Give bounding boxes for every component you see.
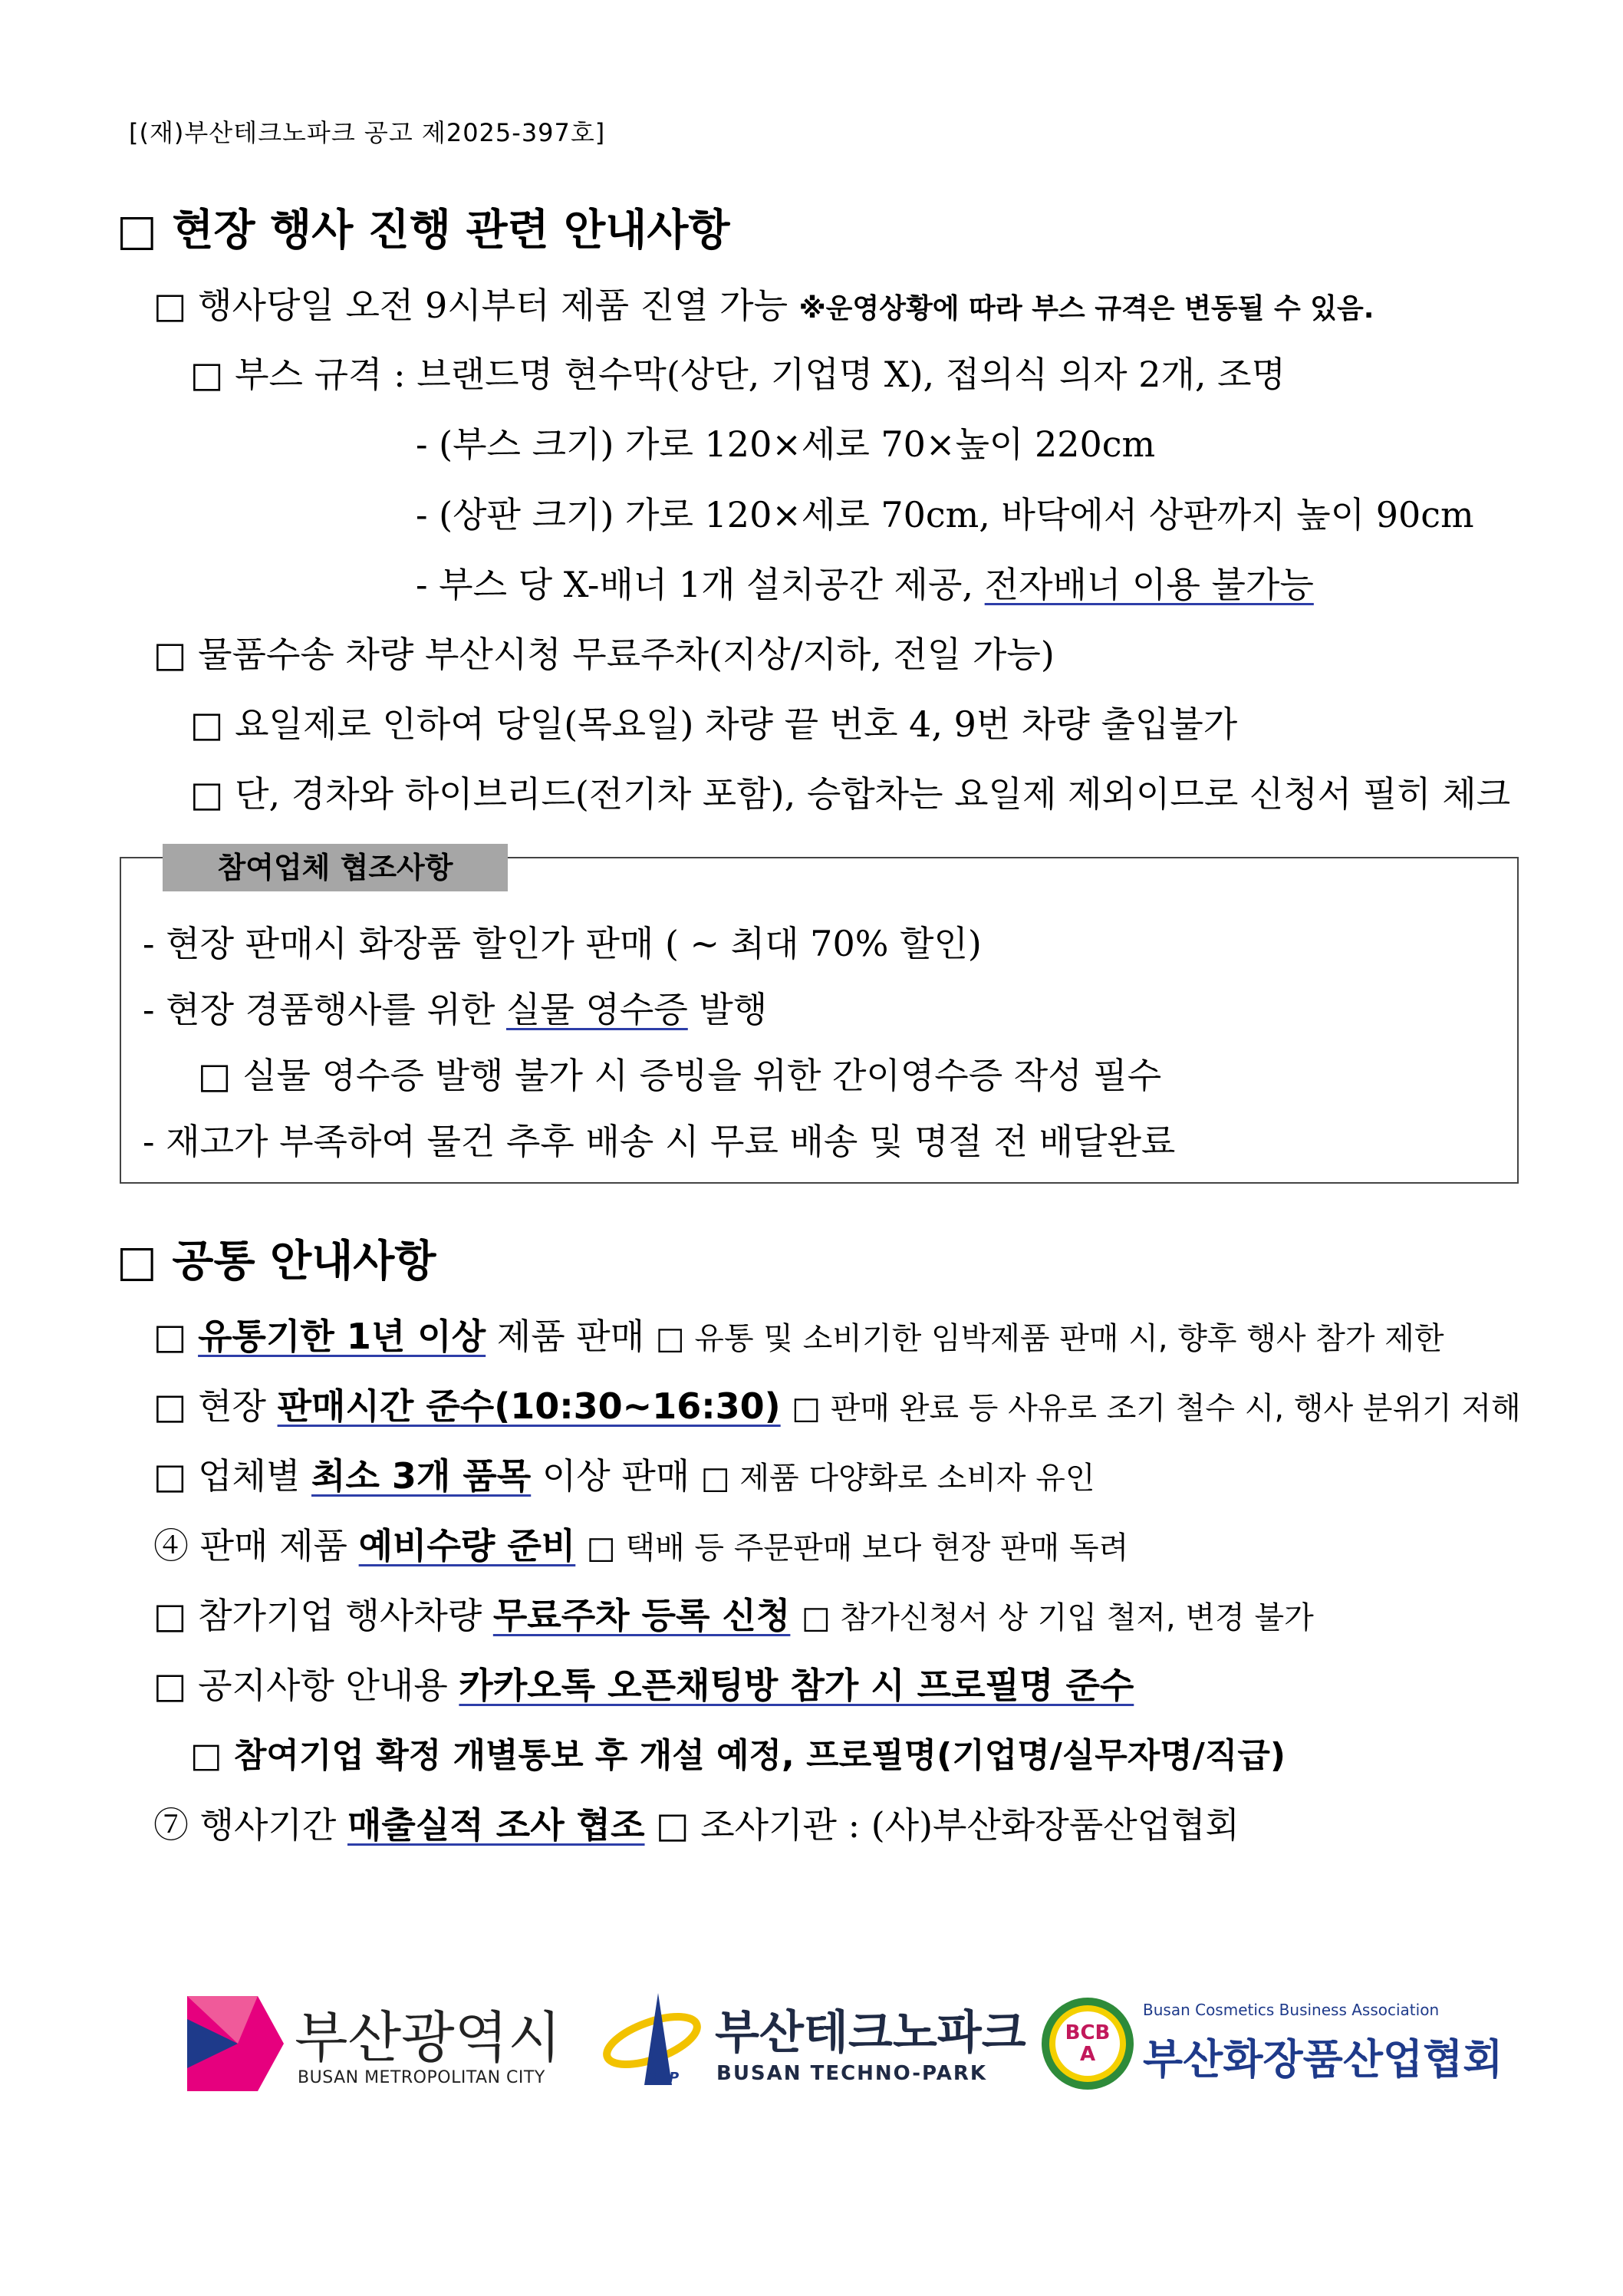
row-key: 매출실적 조사 협조 — [347, 1804, 645, 1846]
common-row-kakao — [153, 1658, 1134, 1708]
row-key: 카카오톡 오픈채팅방 참가 시 프로필명 준수 — [459, 1665, 1134, 1706]
row-prefix: ⑦ 행사기간 — [153, 1804, 347, 1846]
section-title-event: □ 현장 행사 진행 관련 안내사항 — [117, 206, 730, 255]
row-prefix: □ 공지사항 안내용 — [153, 1665, 459, 1706]
coop-item-receipt — [143, 982, 767, 1033]
common-row-stock — [153, 1518, 1128, 1569]
row-mid: 이상 판매 — [531, 1455, 701, 1497]
banner-text: - 부스 당 X-배너 1개 설치공간 제공, — [416, 564, 985, 605]
technopark-name-en: BUSAN TECHNO-PARK — [716, 2062, 988, 2085]
row-prefix: □ 현장 — [153, 1385, 278, 1427]
bcba-name-ko: 부산화장품산업협회 — [1143, 2035, 1503, 2084]
common-row-sales — [153, 1797, 1239, 1848]
busan-city-name-ko: 부산광역시 — [295, 2005, 561, 2070]
cooperation-tab: 참여업체 협조사항 — [163, 844, 508, 891]
common-row-items — [153, 1448, 1095, 1499]
coop-receipt-suffix: 발행 — [687, 989, 768, 1030]
bcba-mark-label: BCBA — [1065, 2021, 1111, 2066]
row-prefix: ④ 판매 제품 — [153, 1525, 359, 1566]
row-key: 최소 3개 품목 — [311, 1455, 532, 1497]
bcba-logo — [1040, 1995, 1503, 2094]
row-key: 예비수량 준비 — [358, 1525, 576, 1566]
busan-city-logo — [187, 1993, 561, 2093]
notice-number: [(재)부산테크노파크 공고 제2025-397호] — [129, 118, 606, 147]
row-note: □ 택배 등 주문판매 보다 현장 판매 독려 — [586, 1530, 1129, 1566]
row-note: □ 제품 다양화로 소비자 유인 — [700, 1461, 1095, 1496]
row-key: 판매시간 준수(10:30~16:30) — [277, 1385, 781, 1427]
common-row-parking — [153, 1588, 1314, 1639]
display-time-line — [153, 278, 1374, 328]
row-note: □ 참가신청서 상 기입 철저, 변경 불가 — [801, 1600, 1314, 1636]
row-note: □ 판매 완료 등 사유로 조기 철수 시, 행사 분위기 저해 — [792, 1391, 1521, 1426]
row-note: □ 조사기관 : (사)부산화장품산업협회 — [656, 1804, 1239, 1846]
coop-item-simple-receipt: □ 실물 영수증 발행 불가 시 증빙을 위한 간이영수증 작성 필수 — [198, 1055, 1162, 1096]
busan-city-mark-icon — [187, 1996, 284, 2091]
technopark-mark-label: BTP — [649, 2070, 680, 2086]
bcba-name-en: Busan Cosmetics Business Association — [1143, 2001, 1440, 2019]
row-key: 무료주차 등록 신청 — [492, 1595, 791, 1636]
common-row-profile: □ 참여기업 확정 개별통보 후 개설 예정, 프로필명(기업명/실무자명/직급) — [190, 1736, 1286, 1775]
row-mid — [645, 1804, 657, 1846]
row-key: 유통기한 1년 이상 — [198, 1316, 486, 1357]
coop-item-discount: - 현장 판매시 화장품 할인가 판매 ( ~ 최대 70% 할인) — [143, 923, 982, 964]
booth-spec: □ 부스 규격 : 브랜드명 현수막(상단, 기업명 X), 접의식 의자 2개, 조명 — [190, 354, 1286, 395]
display-time-note: ※운영상황에 따라 부스 규격은 변동될 수 있음. — [798, 293, 1374, 324]
row-note: □ 유통 및 소비기한 임박제품 판매 시, 향후 행사 참가 제한 — [655, 1321, 1444, 1356]
section-title-common: □ 공통 안내사항 — [117, 1237, 436, 1286]
technopark-name-ko: 부산테크노파크 — [715, 2006, 1026, 2060]
busan-technopark-logo — [598, 1993, 1026, 2093]
row-mid — [781, 1385, 792, 1427]
row-prefix: □ 업체별 — [153, 1455, 312, 1497]
coop-receipt-underlined: 실물 영수증 — [505, 989, 688, 1030]
row-prefix: □ 참가기업 행사차량 — [153, 1595, 493, 1636]
exception-line: □ 단, 경차와 하이브리드(전기차 포함), 승합차는 요일제 제외이므로 신청서 필히 체크 — [190, 773, 1511, 815]
row-mid — [790, 1595, 802, 1636]
banner-line — [416, 557, 1314, 608]
table-size: - (상판 크기) 가로 120×세로 70cm, 바닥에서 상판까지 높이 90cm — [416, 494, 1474, 535]
display-time-text: □ 행사당일 오전 9시부터 제품 진열 가능 — [153, 285, 788, 326]
row-prefix: □ — [153, 1316, 199, 1357]
parking-line: □ 물품수송 차량 부산시청 무료주차(지상/지하, 전일 가능) — [153, 634, 1055, 675]
coop-receipt-prefix: - 현장 경품행사를 위한 — [143, 989, 506, 1030]
row-mid — [575, 1525, 587, 1566]
row-mid: 제품 판매 — [486, 1316, 656, 1357]
common-row-hours — [153, 1379, 1521, 1429]
busan-city-name-en: BUSAN METROPOLITAN CITY — [298, 2068, 545, 2087]
common-row-expiry — [153, 1309, 1444, 1359]
coop-item-delivery: - 재고가 부족하여 물건 추후 배송 시 무료 배송 및 명절 전 배달완료 — [143, 1121, 1176, 1162]
booth-size: - (부스 크기) 가로 120×세로 70×높이 220cm — [416, 423, 1156, 465]
banner-underlined: 전자배너 이용 불가능 — [984, 564, 1314, 605]
restriction-line: □ 요일제로 인하여 당일(목요일) 차량 끝 번호 4, 9번 차량 출입불가 — [190, 703, 1238, 745]
